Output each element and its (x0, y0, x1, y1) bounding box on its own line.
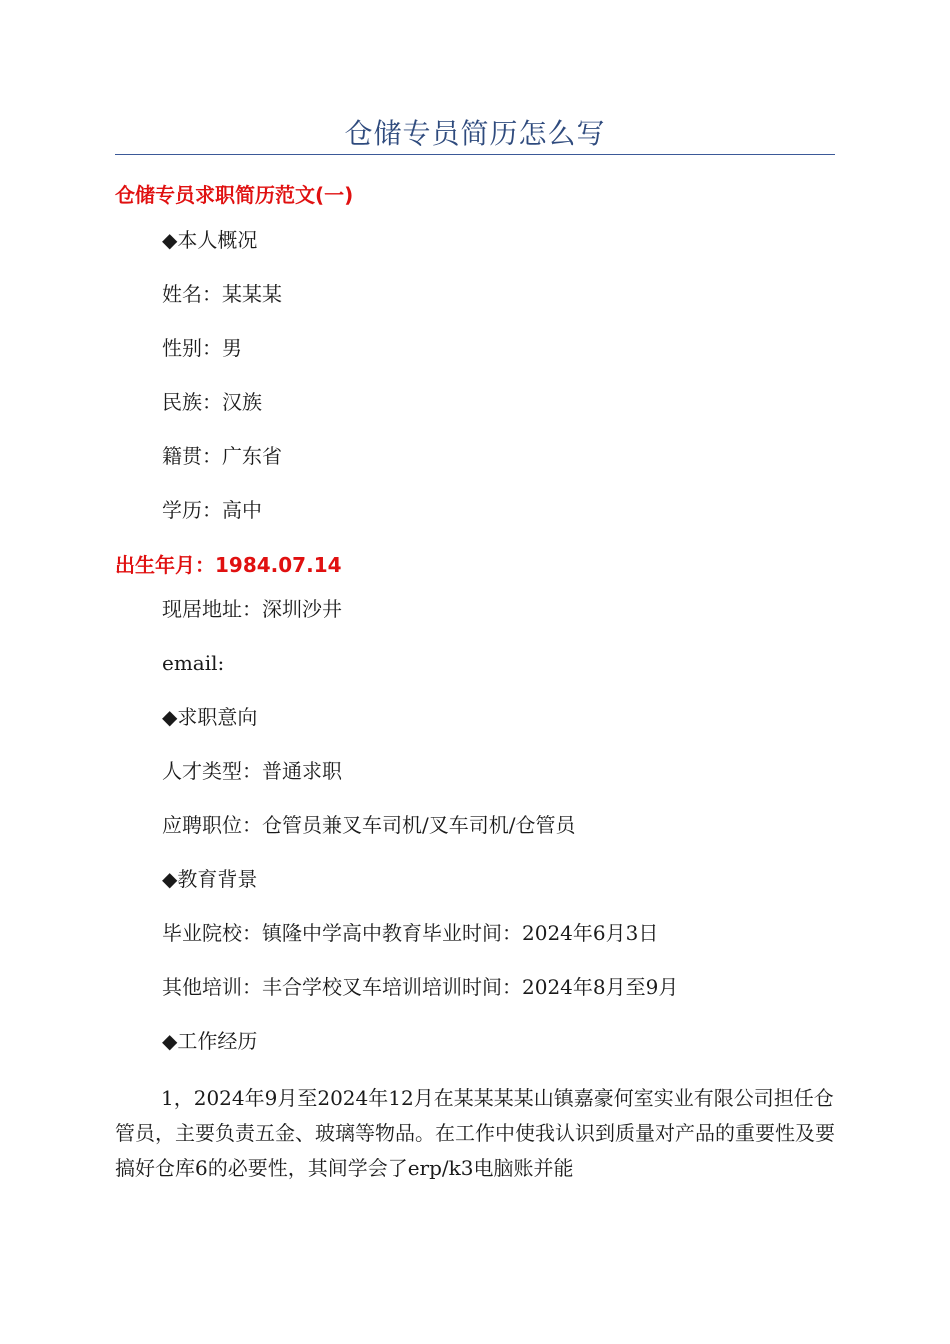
birth-date-heading: 出生年月：1984.07.14 (115, 553, 342, 577)
address-field: 现居地址：深圳沙井 (162, 597, 342, 621)
name-field: 姓名：某某某 (162, 282, 282, 306)
talent-type-field: 人才类型：普通求职 (162, 759, 342, 783)
email-field: email: (162, 651, 225, 675)
section-intent-heading: ◆求职意向 (162, 705, 258, 729)
training-field: 其他培训：丰合学校叉车培训培训时间：2024年8月至9月 (162, 975, 679, 999)
ethnicity-field: 民族：汉族 (162, 390, 262, 414)
gender-field: 性别：男 (162, 336, 242, 360)
native-place-field: 籍贯：广东省 (162, 444, 282, 468)
resume-sample-heading: 仓储专员求职简历范文(一) (115, 183, 354, 207)
work-experience-paragraph (115, 1081, 835, 1186)
school-field: 毕业院校：镇隆中学高中教育毕业时间：2024年6月3日 (162, 921, 659, 945)
title-divider (115, 154, 835, 155)
position-field: 应聘职位：仓管员兼叉车司机/叉车司机/仓管员 (162, 813, 576, 837)
document-title: 仓储专员简历怎么写 (344, 117, 606, 150)
section-work-heading: ◆工作经历 (162, 1029, 258, 1053)
section-education-heading: ◆教育背景 (162, 867, 258, 891)
section-profile-heading: ◆本人概况 (162, 228, 258, 252)
education-level-field: 学历：高中 (162, 498, 262, 522)
work-experience-text: 1，2024年9月至2024年12月在某某某某山镇嘉豪何室实业有限公司担任仓管员，主要负责五金、玻璃等物品。在工作中使我认识到质量对产品的重要性及要搞好仓库6的必要性，其间学会了erp/k3电脑账并能 (115, 1086, 835, 1180)
